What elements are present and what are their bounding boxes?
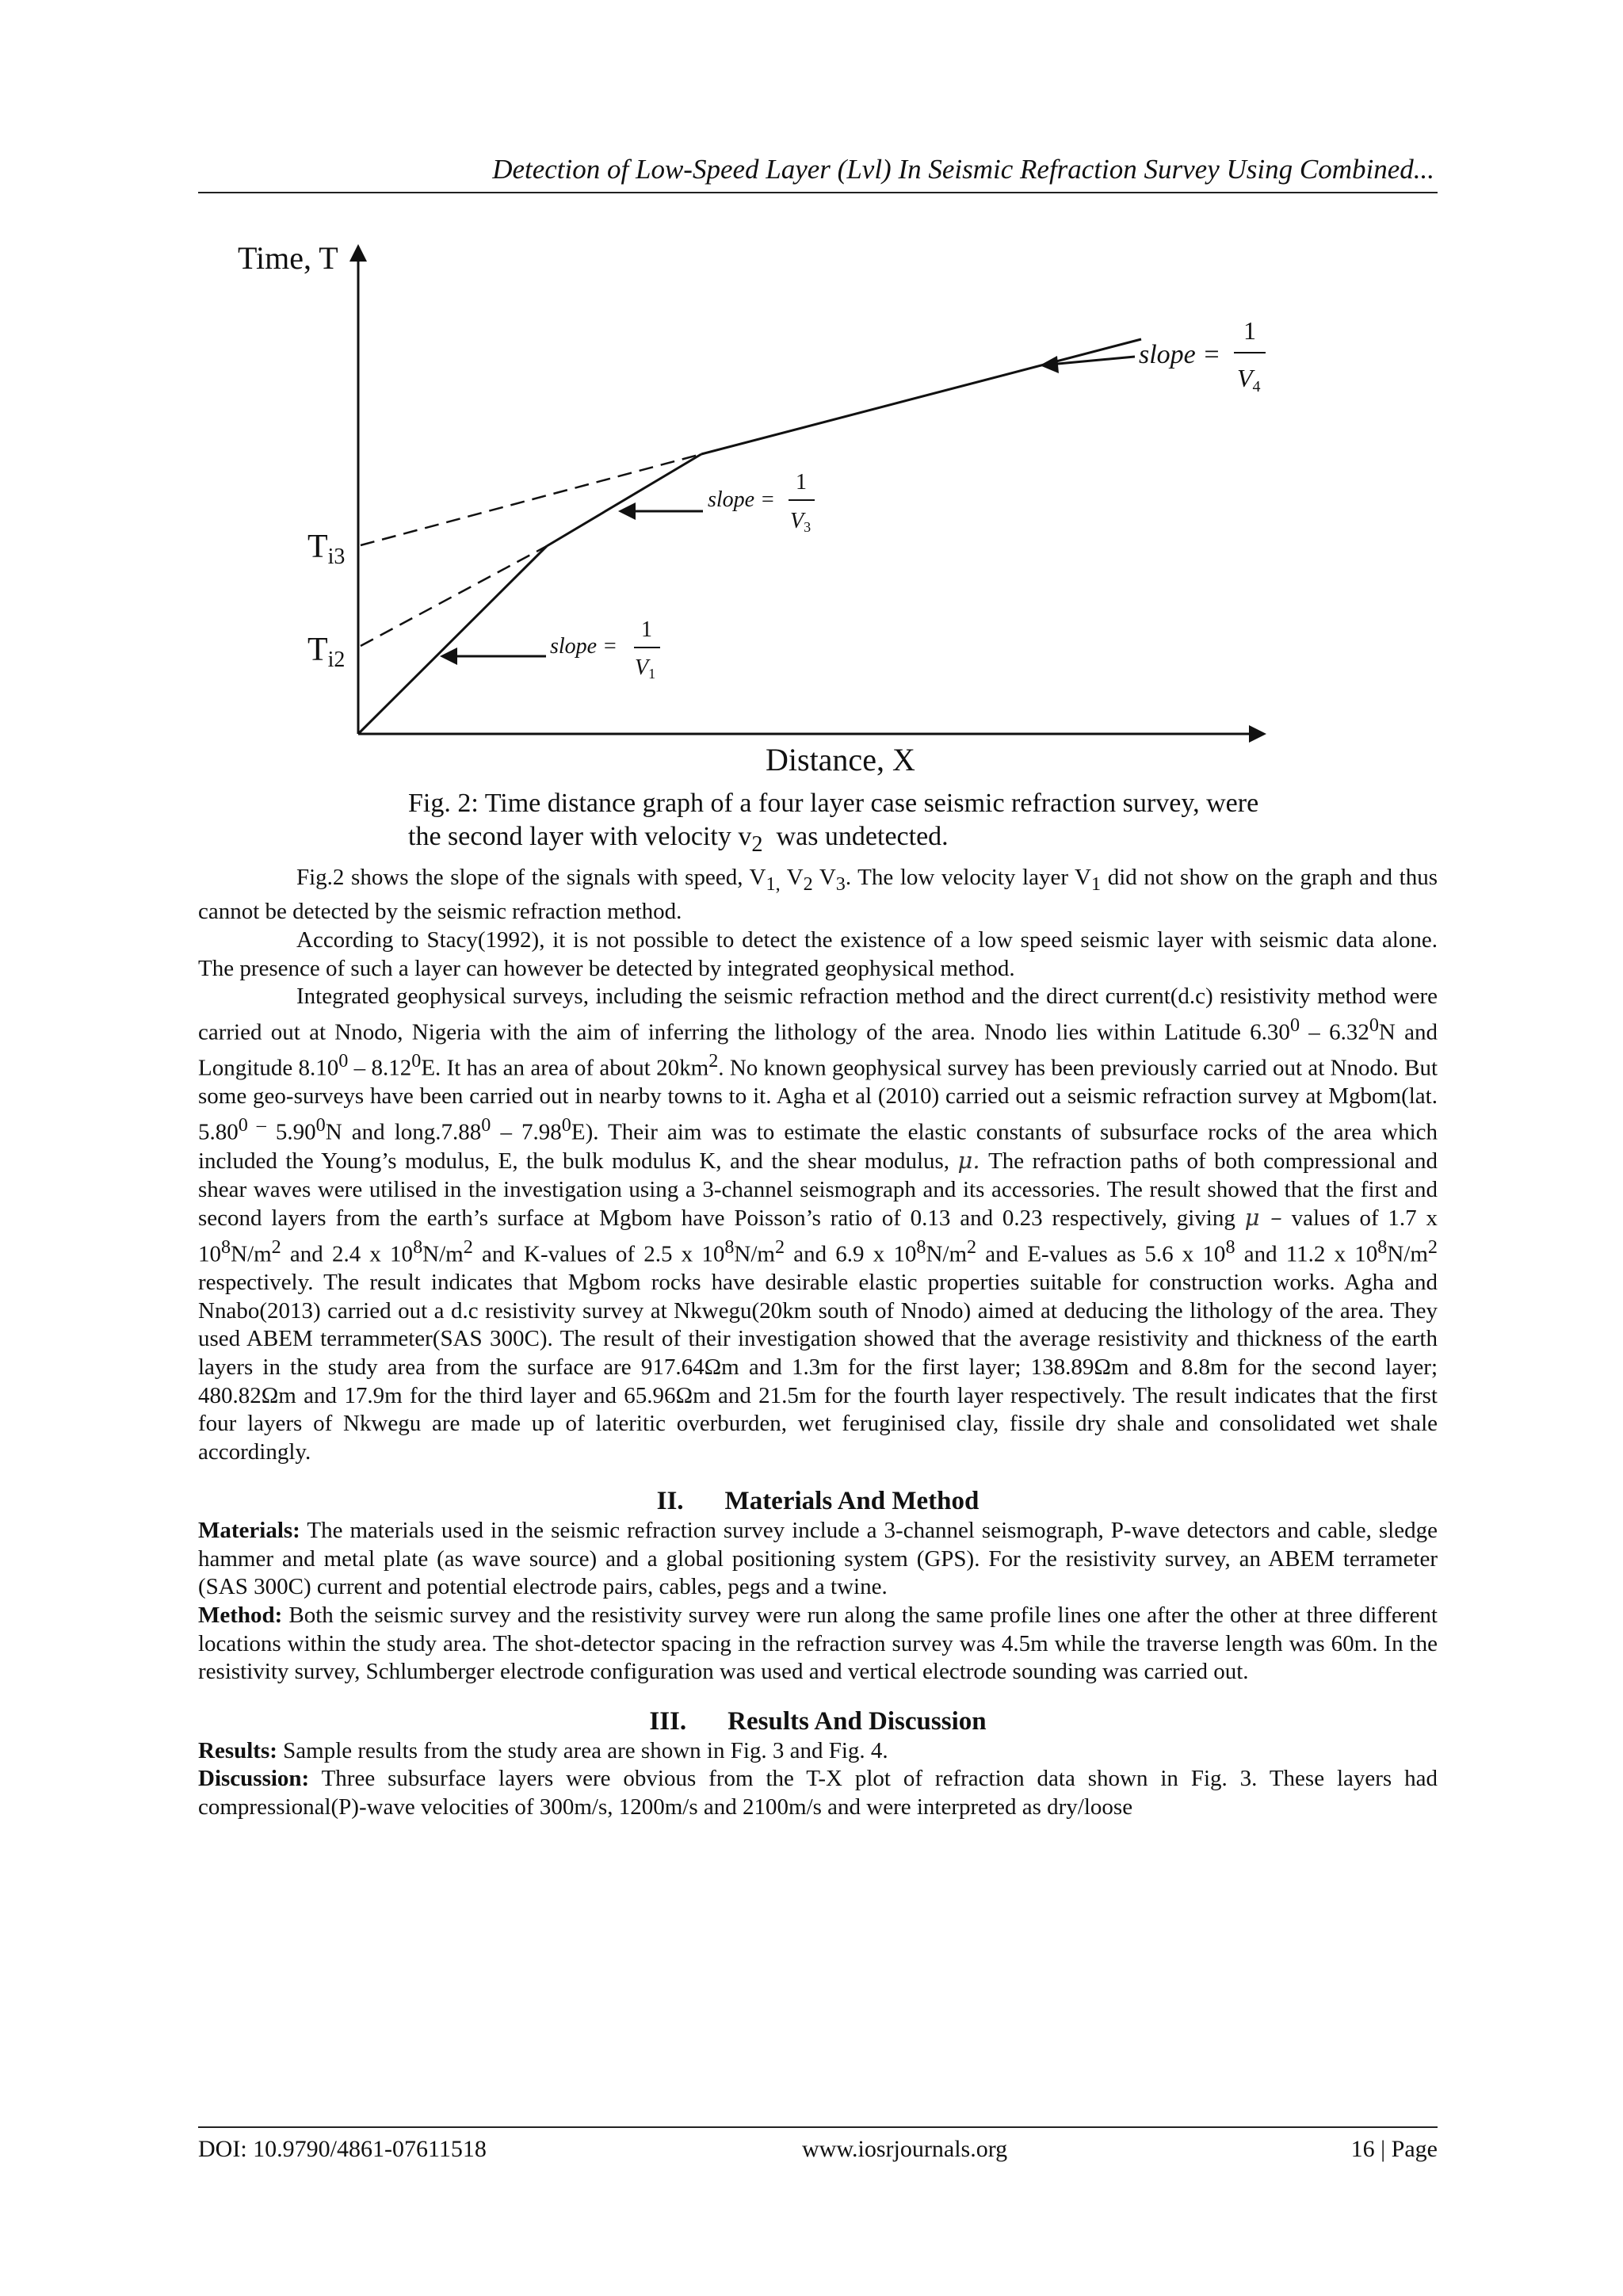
footer-rule	[198, 2126, 1438, 2128]
svg-text:V4: V4	[1237, 364, 1261, 395]
svg-text:1: 1	[796, 470, 807, 495]
caption-line-1: Fig. 2: Time distance graph of a four layer case seismic refraction survey, were	[408, 789, 1259, 818]
svg-text:slope =: slope =	[1139, 340, 1221, 369]
figure-caption	[408, 787, 1438, 861]
y-axis-label: Time, T	[238, 240, 338, 276]
paragraph-method: Method: Both the seismic survey and the resistivity survey were run along the same profile lines one after the other at three different locations within the study area. The shot-detector spacing in the refraction survey was 4.5m while the traverse length was 60m. In the resistivity survey, Schlumberger electrode configuration was used and vertical electrode sounding was carried out.	[198, 1603, 1438, 1685]
segment-v3	[547, 454, 701, 546]
y-axis-arrow-icon	[349, 244, 367, 262]
section-heading-results-discussion: III. Results And Discussion	[649, 1706, 987, 1736]
svg-text:V1: V1	[635, 655, 656, 682]
svg-text:slope =: slope =	[708, 487, 775, 512]
pointer-arrowhead-v3-icon	[618, 502, 636, 520]
extrapolation-ti3	[361, 454, 701, 545]
extrapolation-ti2	[361, 546, 547, 646]
footer-page-number: 16 | Page	[1350, 2136, 1438, 2162]
footer-website: www.iosrjournals.org	[802, 2136, 1008, 2162]
intercept-label-ti3: Ti3	[307, 529, 346, 569]
intercept-label-ti2: Ti2	[307, 632, 346, 672]
segment-v1	[358, 546, 547, 734]
mu-symbol: μ –	[1244, 1204, 1282, 1232]
body-text	[198, 864, 1438, 1822]
svg-text:slope =: slope =	[550, 634, 617, 659]
caption-line-2: the second layer with velocity $v_2$ was undetected.	[408, 822, 949, 857]
running-head: Detection of Low-Speed Layer (Lvl) In Seismic Refraction Survey Using Combined...	[492, 154, 1434, 185]
paragraph-results: Results: Sample results from the study area are shown in Fig. 3 and Fig. 4.	[198, 1737, 888, 1763]
paragraph-materials: Materials: The materials used in the seismic refraction survey include a 3-channel seismograph, P-wave detectors and cable, sledge hammer and metal plate (as wave source) and a global positioning system (GPS). For the resistivity survey, an ABEM terrameter (SAS 300C) current and potential electrode pairs, cables, pegs and a twine.	[198, 1518, 1438, 1600]
footer-doi: DOI: 10.9790/4861-07611518	[198, 2136, 487, 2162]
svg-text:V3: V3	[790, 509, 812, 535]
paragraph-discussion: Discussion: Three subsurface layers were obvious from the T-X plot of refraction data shown in Fig. 3. These layers had compressional(P)-wave velocities of 300m/s, 1200m/s and 2100m/s and were interpreted as dry/loose	[198, 1766, 1438, 1820]
paragraph-fig2-description: Fig.2 shows the slope of the signals with speed, $V_{1,}$ $V_2$ $V_3$. The low velocity layer $V_1$ did not show on the graph and thus cannot be detected by the seismic refraction method.	[198, 865, 1438, 925]
section-heading-materials-method: II. Materials And Method	[656, 1487, 980, 1516]
paragraph-stacy: According to Stacy(1992), it is not possible to detect the existence of a low speed seismic layer with seismic data alone. The presence of such a layer can however be detected by integrated geophysical method.	[198, 926, 1438, 981]
x-axis-arrow-icon	[1249, 725, 1266, 743]
svg-text:1: 1	[1243, 316, 1256, 345]
mu-symbol: μ.	[957, 1147, 980, 1175]
pointer-arrowhead-v4-icon	[1040, 356, 1059, 373]
slope-label-v4	[1139, 316, 1266, 395]
slope-label-v3	[708, 470, 815, 535]
svg-text:1: 1	[641, 617, 652, 642]
slope-label-v1	[550, 617, 660, 682]
page-footer	[198, 2132, 1438, 2167]
segment-v4	[701, 339, 1141, 454]
time-distance-figure	[0, 0, 1623, 785]
x-axis-label: Distance, X	[766, 742, 915, 777]
paragraph-integrated-surveys: Integrated geophysical surveys, including the seismic refraction method and the direct current(d.c) resistivity method were carried out at Nnodo, Nigeria with the aim of inferring the lithology of the area. Nnodo lies within Latitude 6.30$^0$ – 6.32$^0$N and Longitude 8.10$^0$ – 8.12$^0$E. It has an area of about $20km^2$. No known geophysical survey has been previously carried out at Nnodo. But some geo-surveys have been carried out in nearby towns to it. Agha et al (2010) carried out a seismic refraction survey at Mgbom(lat. $5.80^{0 -}$ 5.90$^0$N and long.7.88$^0$ – 7.98$^0$E). Their aim was to estimate the elastic constants of subsurface rocks of the area which included the Young’s modulus, E, the bulk modulus K, and the shear modulus, μ. The refraction paths of both compressional and shear waves were utilised in the investigation using a 3-channel seismograph and its accessories. The result showed that the first and second layers from the earth’s surface at Mgbom have Poisson’s ratio of 0.13 and 0.23 respectively, giving μ – values of 1.7 x $10^8N/m^2$ and 2.4 x $10^8N/m^2$ and K-values of 2.5 x $10^8N/m^2$ and 6.9 x $10^8N/m^2$ and E-values as 5.6 x $10^8$ and 11.2 x $10^8N/m^2$ respectively. The result indicates that Mgbom rocks have desirable elastic properties suitable for construction works. Agha and Nnabo(2013) carried out a d.c resistivity survey at Nkwegu(20km south of Nnodo) aimed at deducing the lithology of the area. They used ABEM terrammeter(SAS 300C). The result of their investigation showed that the average resistivity and thickness of the earth layers in the study area from the surface are 917.64Ωm and 1.3m for the first layer; 138.89Ωm and 8.8m for the second layer; 480.82Ωm and 17.9m for the third layer and 65.96Ωm and 21.5m for the fourth layer respectively. The result indicates that the first four layers of Nkwegu are made up of lateritic overburden, wet feruginised clay, fissile dry shale and consolidated wet shale accordingly.	[198, 984, 1438, 1465]
